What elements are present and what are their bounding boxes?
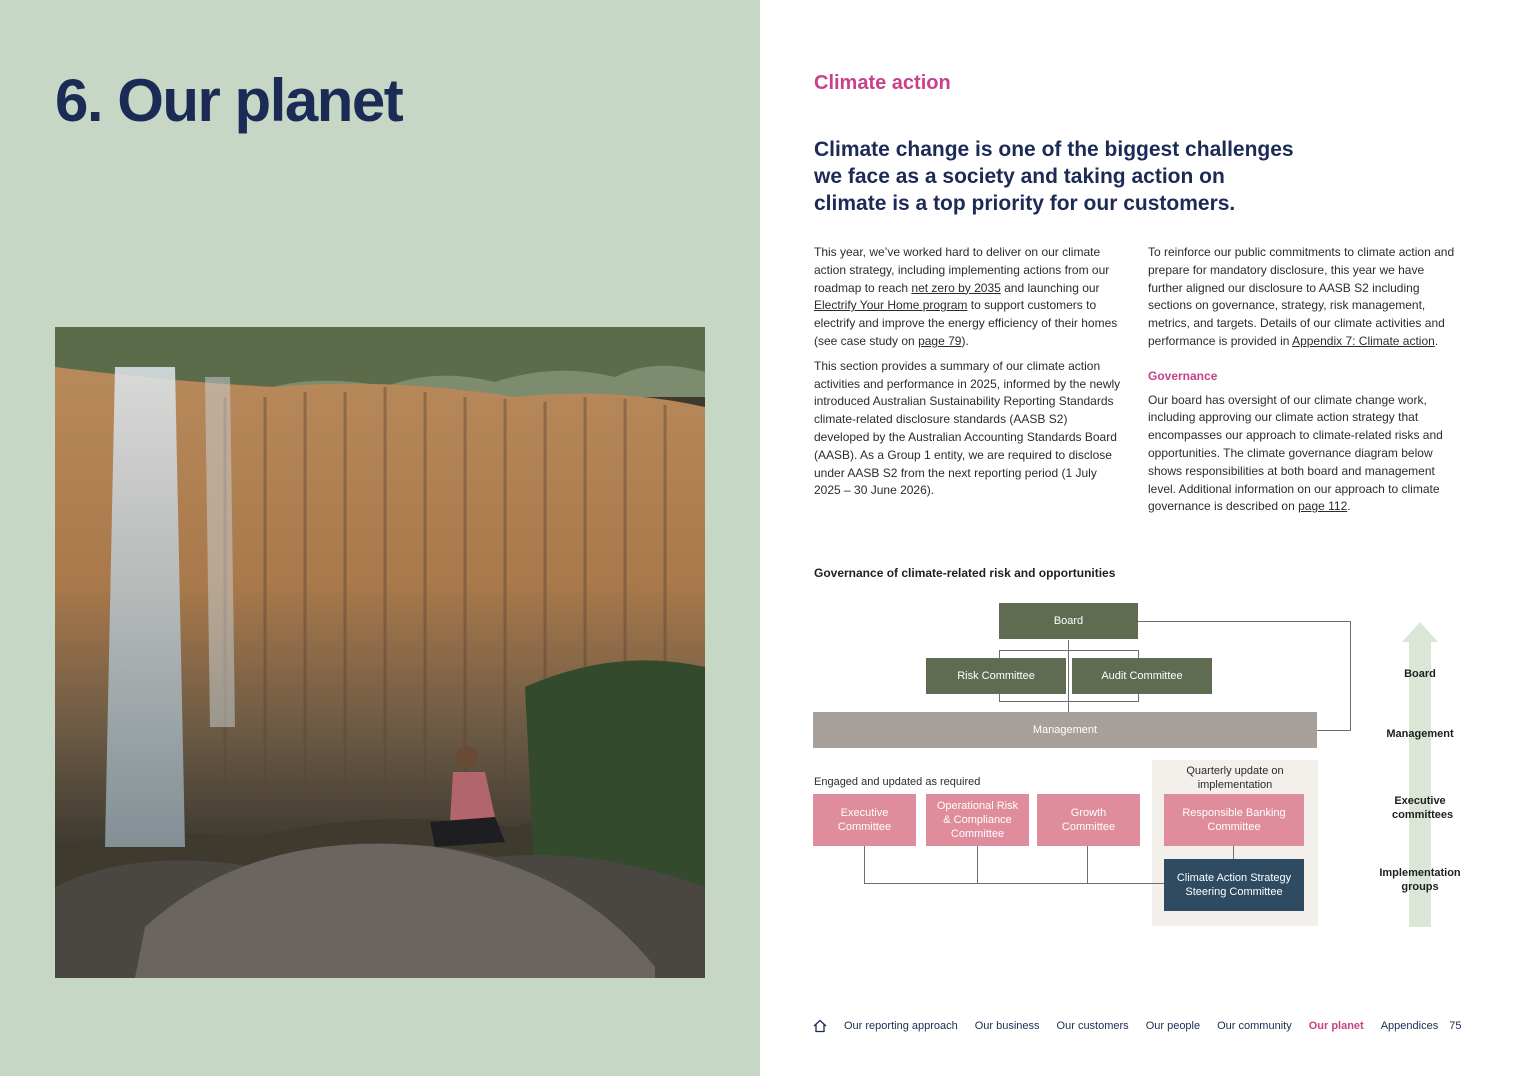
connector-line <box>1068 640 1069 712</box>
risk-committee-box: Risk Committee <box>926 658 1066 694</box>
governance-heading: Governance <box>1148 368 1218 383</box>
text-span: ). <box>961 333 969 348</box>
level-management: Management <box>1386 728 1454 740</box>
waterfall-photo <box>55 327 705 978</box>
text-span: . <box>1434 333 1439 348</box>
nav-our-people[interactable]: Our people <box>1145 1020 1201 1032</box>
growth-committee-box: Growth Committee <box>1037 794 1140 846</box>
nav-our-business[interactable]: Our business <box>974 1020 1040 1032</box>
connector-line <box>977 846 978 884</box>
connector-line <box>1350 621 1351 731</box>
body-column-right <box>1148 244 1460 523</box>
body-column-left <box>814 244 1126 507</box>
text-span: . <box>1347 499 1351 514</box>
connector-line <box>1233 846 1234 860</box>
connector-line <box>864 883 1164 884</box>
electrify-your-home-link[interactable]: Electrify Your Home program <box>814 298 968 313</box>
page-number: 75 <box>1449 1020 1462 1032</box>
text-span: To reinforce our public commitments to climate action and prepare for mandatory disclosure, this year we have further aligned our disclosure to AASB S2 including sections on governance, strategy, risk management, metrics, and targets. Details of our climate activities and performance is provided in <box>1148 245 1455 348</box>
nav-our-customers[interactable]: Our customers <box>1056 1020 1129 1032</box>
home-icon[interactable] <box>812 1018 828 1034</box>
diagram-title: Governance of climate-related risk and opportunities <box>814 566 1116 580</box>
text-span: and launching our <box>1000 280 1100 295</box>
connector-line <box>1138 621 1350 622</box>
section-label: Climate action <box>814 72 951 94</box>
quarterly-note: Quarterly update on implementation <box>1186 765 1284 791</box>
page-79-link[interactable]: page 79 <box>918 333 962 348</box>
management-box: Management <box>813 712 1317 748</box>
summary-paragraph: This section provides a summary of our climate action activities and performance in 2025, informed by the newly introduced Australian Sustainability Reporting Standards climate-related disclosure standards (AASB S2) developed by the Australian Accounting Standards Board (AASB). As a Group 1 entity, we are required to disclose under AASB S2 from the next reporting period (1 July 2025 – 30 June 2026). <box>814 358 1121 498</box>
connector-line <box>864 846 865 884</box>
intro-paragraph <box>814 244 1126 351</box>
headline: Climate change is one of the biggest challenges we face as a society and taking action on climate is a top priority for our customers. <box>814 138 1294 215</box>
text-span: to support customers to electrify and improve the energy efficiency of their homes (see case study on <box>814 298 1118 348</box>
nav-our-community[interactable]: Our community <box>1217 1020 1292 1032</box>
executive-committee-box: Executive Committee <box>813 794 916 846</box>
audit-committee-box: Audit Committee <box>1072 658 1212 694</box>
connector-line <box>1317 730 1351 731</box>
nav-appendices[interactable]: Appendices <box>1380 1020 1439 1032</box>
nav-our-planet[interactable]: Our planet <box>1308 1020 1364 1032</box>
engaged-note: Engaged and updated as required <box>814 776 981 788</box>
appendix-7-link[interactable]: Appendix 7: Climate action <box>1292 333 1435 348</box>
governance-paragraph <box>1148 392 1460 517</box>
level-executive-committees: Executive committees <box>1392 795 1454 821</box>
text-span: Our board has oversight of our climate change work, including approving our climate action strategy that encompasses our approach to climate-related risks and opportunities. The climate governance diagram below shows responsibilities at both board and management level. Additional information on our approach to climate governance is described on <box>1148 392 1443 514</box>
climate-steering-committee-box: Climate Action Strategy Steering Committee <box>1164 859 1304 911</box>
net-zero-link[interactable]: net zero by 2035 <box>911 280 1001 295</box>
level-implementation-groups: Implementation groups <box>1379 867 1461 893</box>
text-span: This year, we’ve worked hard to deliver on our climate action strategy, including implementing actions from our roadmap to reach <box>814 245 1110 295</box>
footer-nav <box>812 1016 1461 1036</box>
operational-risk-committee-box: Operational Risk & Compliance Committee <box>926 794 1029 846</box>
nav-our-reporting-approach[interactable]: Our reporting approach <box>844 1020 958 1032</box>
disclosure-paragraph <box>1148 244 1460 351</box>
responsible-banking-committee-box: Responsible Banking Committee <box>1164 794 1304 846</box>
level-board: Board <box>1404 668 1436 680</box>
chapter-title: 6. Our planet <box>55 67 403 134</box>
page-112-link[interactable]: page 112 <box>1298 499 1348 514</box>
connector-line <box>1087 846 1088 884</box>
board-box: Board <box>999 603 1138 639</box>
